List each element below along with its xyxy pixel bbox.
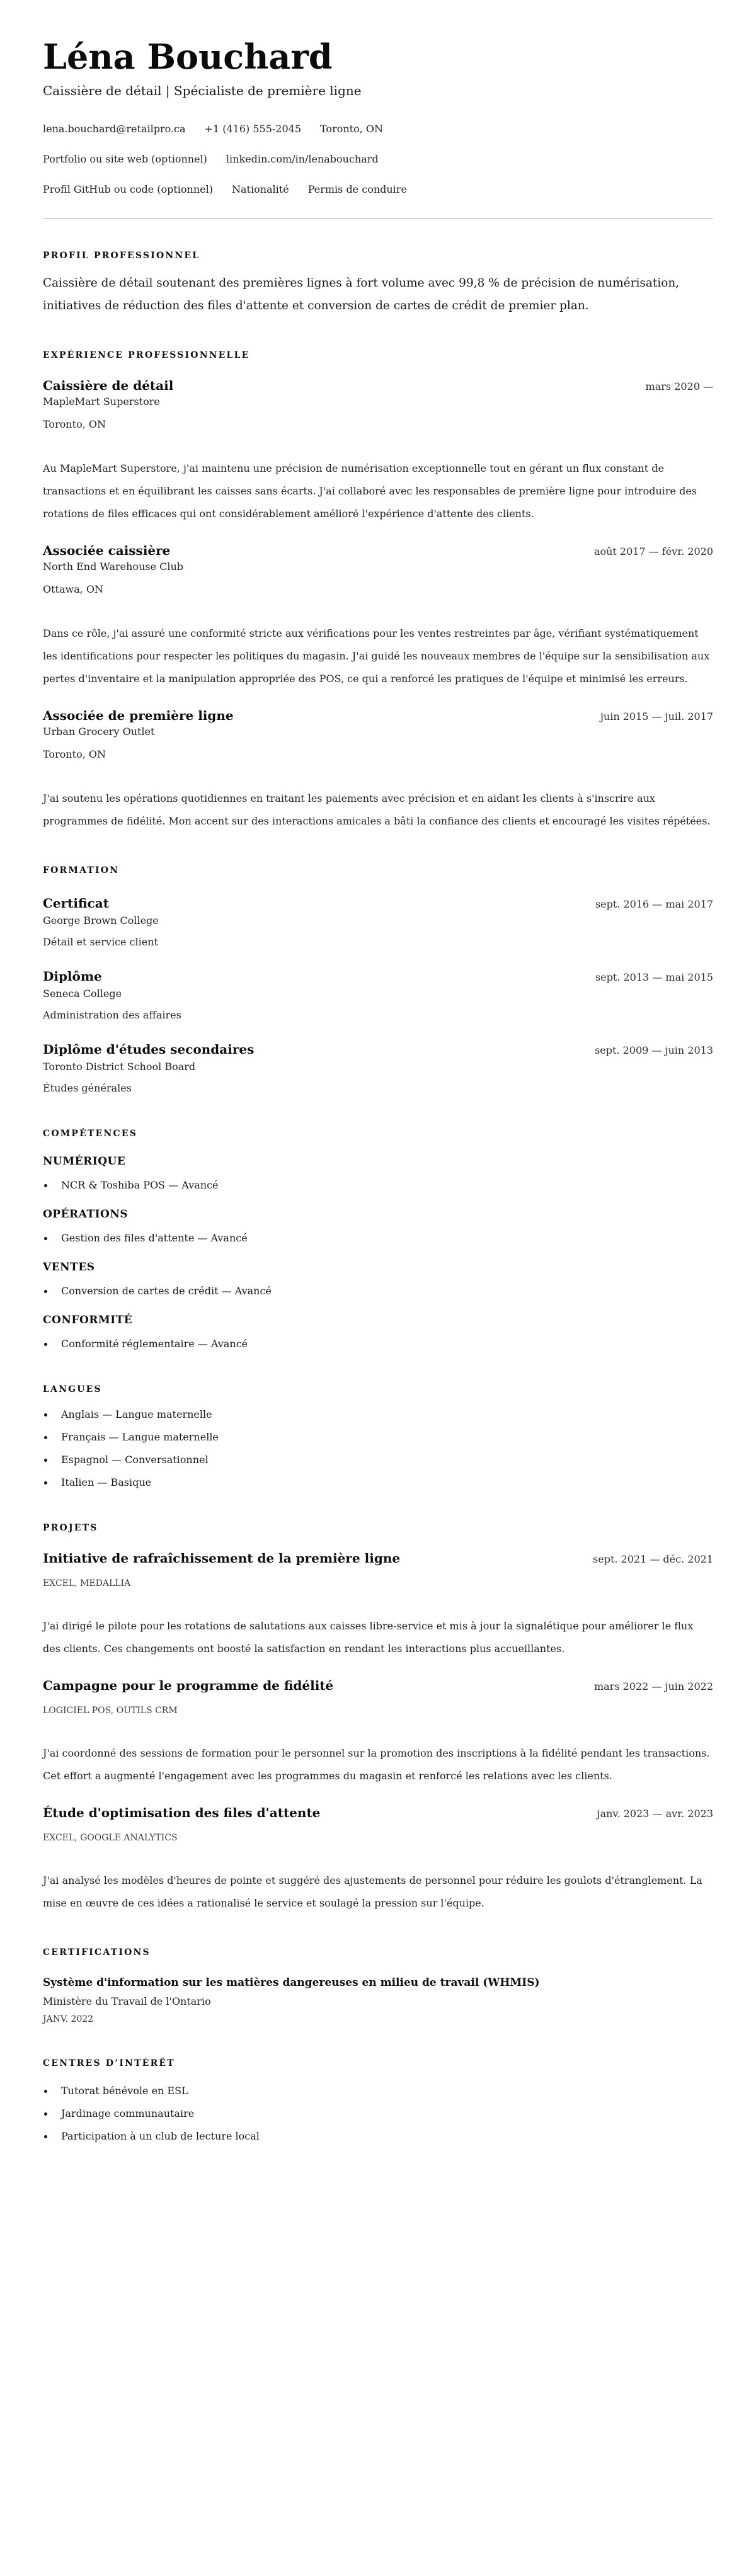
- section-title-skills: COMPÉTENCES: [43, 1129, 138, 1139]
- education-dates: sept. 2016 — mai 2017: [595, 898, 713, 910]
- projects-section: [43, 1522, 713, 1915]
- summary-text: Caissière de détail soutenant des premières lignes à fort volume avec 99,8 % de précision de numérisation, initiatives de réduction des files d'attente et conversion de cartes de crédit de premier plan.: [43, 276, 680, 312]
- contact-linkedin[interactable]: linkedin.com/in/lenabouchard: [226, 153, 379, 165]
- field-of-study: Études générales: [43, 1082, 132, 1094]
- field-of-study: Administration des affaires: [43, 1009, 181, 1021]
- job-dates: juin 2015 — juil. 2017: [600, 710, 713, 722]
- school-name: Toronto District School Board: [43, 1061, 196, 1073]
- education-section: [43, 864, 713, 1096]
- project-name: Campagne pour le programme de fidélité: [43, 1678, 334, 1693]
- experience-section: [43, 349, 713, 833]
- skill-list: [43, 1231, 713, 1246]
- job-description: J'ai soutenu les opérations quotidiennes en traitant les paiements avec précision et en aidant les clients à s'inscrire aux programmes de fidélité. Mon accent sur des interactions amicales a bâti la confiance des clients et encouragé les visites répétées.: [43, 792, 711, 827]
- job-location: Toronto, ON: [43, 418, 106, 430]
- section-title-certifications: CERTIFICATIONS: [43, 1947, 151, 1958]
- school-name: George Brown College: [43, 915, 159, 926]
- certification-name: Système d'information sur les matières dangereuses en milieu de travail (WHMIS): [43, 1976, 540, 1989]
- skill-group-title: NUMÉRIQUE: [43, 1155, 126, 1168]
- skill-group: [43, 1260, 713, 1299]
- project-description: J'ai coordonné des sessions de formation pour le personnel sur la promotion des inscriptions à la fidélité pendant les transactions. Cet effort a augmenté l'engagement avec les programmes du magasin et renforcé les relations avec les clients.: [43, 1747, 710, 1782]
- experience-entry: [43, 542, 713, 690]
- job-location: Ottawa, ON: [43, 583, 104, 595]
- skill-group: [43, 1313, 713, 1352]
- certification-date: JANV. 2022: [43, 2014, 94, 2024]
- interests-section: [43, 2057, 713, 2144]
- job-description: Dans ce rôle, j'ai assuré une conformité stricte aux vérifications pour les ventes restreintes par âge, vérifiant systématiquement les identifications pour respecter les politiques du magasin. J'ai guidé les nouveaux membres de l'équipe sur la sensibilisation aux pertes d'inventaire et la manipulation appropriée des POS, ce qui a renforcé les pratiques de l'équipe et minimisé les erreurs.: [43, 627, 710, 685]
- job-company: Urban Grocery Outlet: [43, 726, 155, 738]
- project-entry: [43, 1549, 713, 1660]
- field-of-study: Détail et service client: [43, 936, 158, 948]
- project-dates: mars 2022 — juin 2022: [593, 1680, 713, 1692]
- job-description: Au MapleMart Superstore, j'ai maintenu une précision de numérisation exceptionnelle tout en gérant un flux constant de transactions et en équilibrant les caisses sans écarts. J'ai collaboré avec les responsables de première ligne pour introduire des rotations de files efficaces qui ont considérablement amélioré l'expérience d'attente des clients.: [43, 462, 697, 520]
- interest-item: Tutorat bénévole en ESL: [43, 2083, 713, 2099]
- language-item: Français — Langue maternelle: [43, 1430, 713, 1445]
- skill-item: NCR & Toshiba POS — Avancé: [43, 1178, 713, 1193]
- project-entry: [43, 1804, 713, 1915]
- degree-title: Diplôme: [43, 969, 102, 984]
- resume-header: [43, 37, 713, 219]
- job-dates: août 2017 — févr. 2020: [593, 545, 713, 557]
- education-entry: [43, 894, 713, 950]
- summary-section: [43, 249, 713, 317]
- skill-group: [43, 1154, 713, 1193]
- contact-email[interactable]: lena.bouchard@retailpro.ca: [43, 123, 186, 135]
- candidate-headline: Caissière de détail | Spécialiste de première ligne: [43, 83, 362, 98]
- skill-list: [43, 1336, 713, 1352]
- experience-entry: [43, 377, 713, 525]
- job-company: North End Warehouse Club: [43, 561, 184, 573]
- contact-portfolio[interactable]: Portfolio ou site web (optionnel): [43, 153, 207, 165]
- contact-row-extra: [43, 183, 713, 197]
- contact-phone[interactable]: +1 (416) 555-2045: [204, 123, 301, 135]
- language-list: [43, 1407, 713, 1490]
- section-title-summary: PROFIL PROFESSIONNEL: [43, 251, 200, 261]
- project-entry: [43, 1677, 713, 1787]
- school-name: Seneca College: [43, 988, 122, 1000]
- certifications-section: [43, 1946, 713, 2026]
- project-name: Étude d'optimisation des files d'attente: [43, 1805, 321, 1820]
- interest-item: Jardinage communautaire: [43, 2106, 713, 2121]
- section-title-languages: LANGUES: [43, 1384, 102, 1394]
- contact-driving-license: Permis de conduire: [307, 183, 407, 195]
- project-description: J'ai dirigé le pilote pour les rotations de salutations aux caisses libre-service et mis à jour la signalétique pour améliorer le flux des clients. Ces changements ont boosté la satisfaction en rendant les interactions plus accueillantes.: [43, 1620, 694, 1655]
- contact-row-links: [43, 152, 713, 166]
- education-dates: sept. 2009 — juin 2013: [595, 1044, 713, 1056]
- language-item: Espagnol — Conversationnel: [43, 1452, 713, 1468]
- language-item: Anglais — Langue maternelle: [43, 1407, 713, 1422]
- skill-group: [43, 1207, 713, 1246]
- certification-issuer: Ministère du Travail de l'Ontario: [43, 1995, 211, 2007]
- section-title-projects: PROJETS: [43, 1523, 98, 1533]
- job-title: Associée caissière: [43, 543, 171, 558]
- skill-list: [43, 1284, 713, 1299]
- project-tech: LOGICIEL POS, OUTILS CRM: [43, 1706, 178, 1716]
- job-location: Toronto, ON: [43, 748, 106, 760]
- job-dates: mars 2020 —: [645, 380, 713, 392]
- certification-entry: [43, 1975, 713, 2026]
- skill-item: Conversion de cartes de crédit — Avancé: [43, 1284, 713, 1299]
- language-item: Italien — Basique: [43, 1475, 713, 1490]
- skill-group-title: CONFORMITÉ: [43, 1314, 133, 1326]
- project-description: J'ai analysé les modèles d'heures de pointe et suggéré des ajustements de personnel pour réduire les goulots d'étranglement. La mise en œuvre de ces idées a rationalisé le service et soulagé la pression sur l'équipe.: [43, 1874, 702, 1909]
- section-title-experience: EXPÉRIENCE PROFESSIONNELLE: [43, 350, 250, 360]
- degree-title: Certificat: [43, 896, 109, 911]
- education-dates: sept. 2013 — mai 2015: [595, 971, 713, 983]
- skill-list: [43, 1178, 713, 1193]
- interest-list: [43, 2083, 713, 2144]
- skill-group-title: OPÉRATIONS: [43, 1208, 129, 1221]
- project-tech: EXCEL, MEDALLIA: [43, 1578, 131, 1588]
- contact-nationality: Nationalité: [231, 183, 289, 195]
- job-company: MapleMart Superstore: [43, 396, 160, 407]
- project-name: Initiative de rafraîchissement de la première ligne: [43, 1551, 401, 1566]
- candidate-name: Léna Bouchard: [43, 37, 333, 77]
- skill-group-title: VENTES: [43, 1261, 95, 1274]
- skill-item: Gestion des files d'attente — Avancé: [43, 1231, 713, 1246]
- languages-section: [43, 1383, 713, 1490]
- education-entry: [43, 967, 713, 1023]
- project-tech: EXCEL, GOOGLE ANALYTICS: [43, 1833, 178, 1843]
- job-title: Caissière de détail: [43, 378, 174, 393]
- contact-location: Toronto, ON: [320, 123, 383, 135]
- section-title-interests: CENTRES D’INTÉRÊT: [43, 2058, 175, 2068]
- section-title-education: FORMATION: [43, 865, 120, 875]
- contact-row-primary: [43, 122, 713, 136]
- project-dates: janv. 2023 — avr. 2023: [597, 1808, 713, 1820]
- contact-github[interactable]: Profil GitHub ou code (optionnel): [43, 183, 213, 195]
- project-dates: sept. 2021 — déc. 2021: [593, 1553, 713, 1565]
- experience-entry: [43, 707, 713, 833]
- skills-section: [43, 1127, 713, 1352]
- interest-item: Participation à un club de lecture local: [43, 2129, 713, 2144]
- education-entry: [43, 1040, 713, 1096]
- job-title: Associée de première ligne: [43, 708, 234, 723]
- header-divider: [43, 218, 713, 219]
- skill-item: Conformité réglementaire — Avancé: [43, 1336, 713, 1352]
- degree-title: Diplôme d'études secondaires: [43, 1042, 255, 1057]
